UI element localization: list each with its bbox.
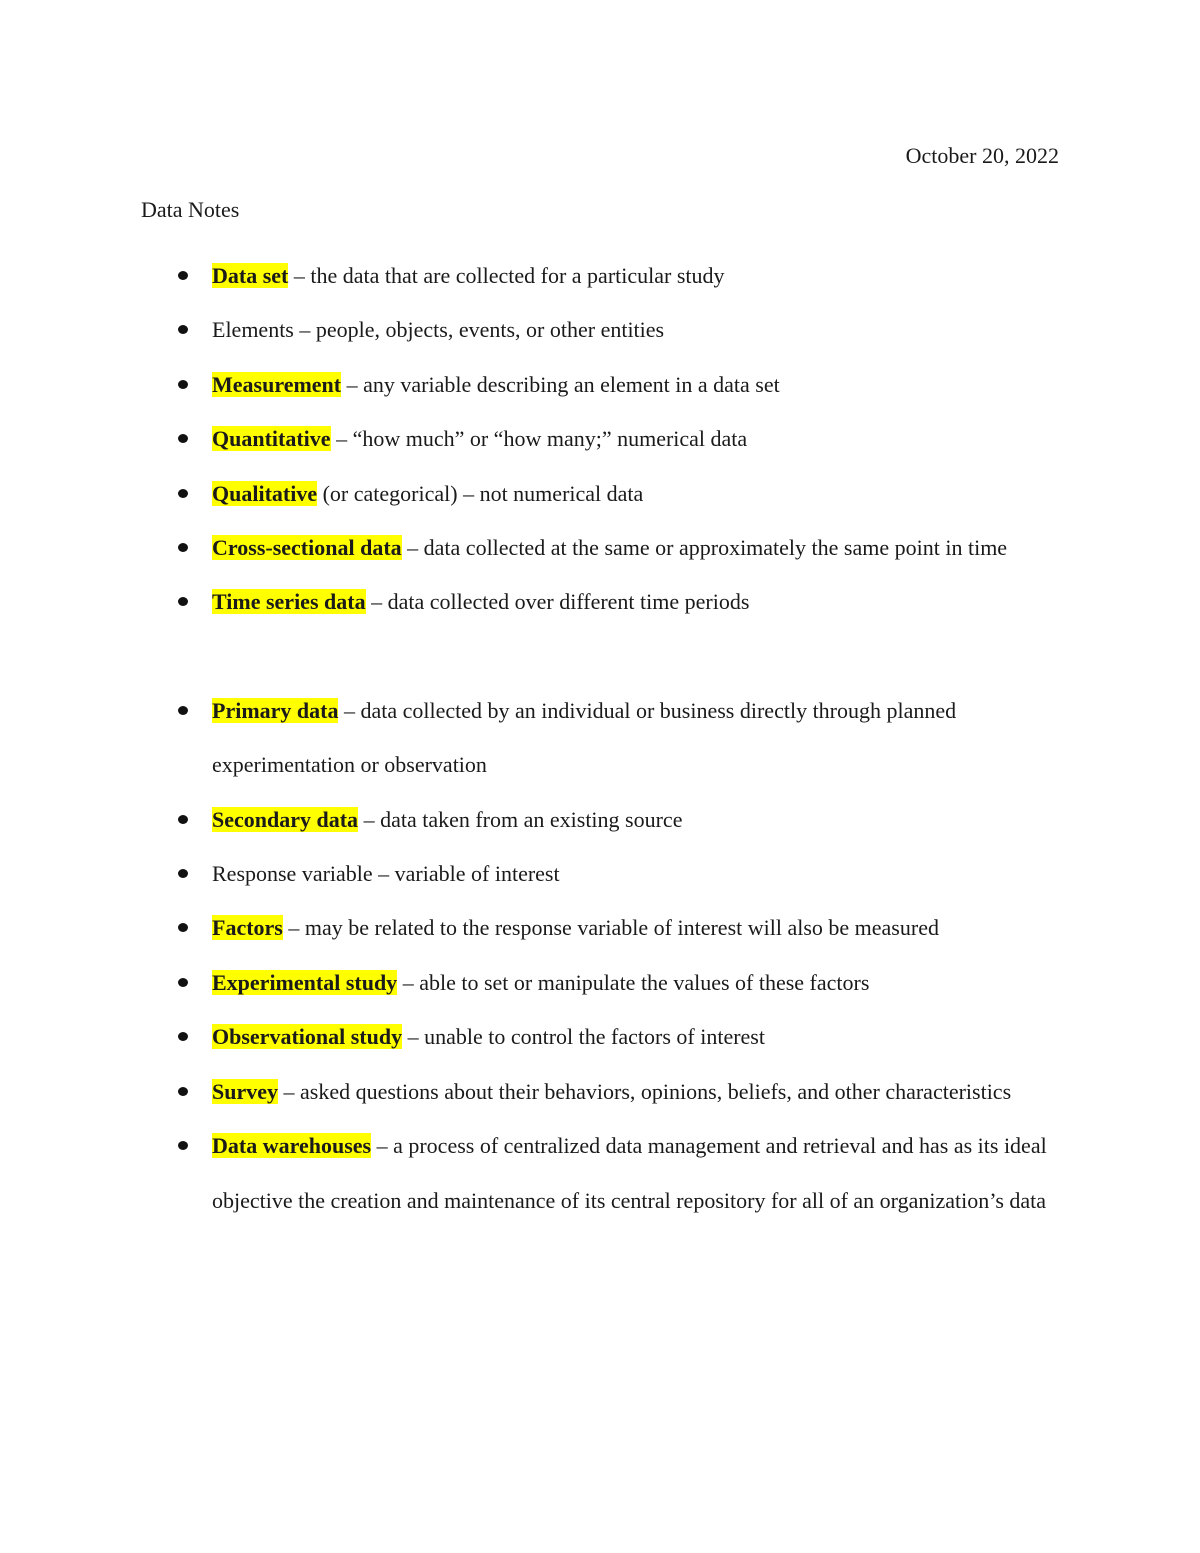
list-item bbox=[141, 956, 1066, 1010]
definition: – asked questions about their behaviors, opinions, beliefs, and other characteristics bbox=[278, 1078, 1012, 1104]
term-primary-data: Primary data bbox=[212, 697, 339, 723]
notes-list bbox=[141, 249, 1066, 1228]
definition: – data collected by an individual or business directly through planned experimentation or observation bbox=[212, 697, 957, 778]
bullet-icon bbox=[178, 815, 188, 824]
list-item bbox=[141, 1010, 1066, 1064]
term-data-warehouses: Data warehouses bbox=[212, 1133, 372, 1159]
list-item bbox=[141, 575, 1066, 629]
bullet-icon bbox=[178, 597, 188, 606]
list-item bbox=[141, 1119, 1066, 1228]
bullet-icon bbox=[178, 1087, 188, 1096]
bullet-icon bbox=[178, 706, 188, 715]
list-item bbox=[141, 303, 1066, 357]
bullet-icon bbox=[178, 1032, 188, 1041]
definition: – data collected over different time periods bbox=[365, 589, 750, 615]
bullet-icon bbox=[178, 923, 188, 932]
definition: – “how much” or “how many;” numerical data bbox=[330, 426, 748, 452]
bullet-icon bbox=[178, 489, 188, 498]
list-item bbox=[141, 1065, 1066, 1119]
definition: – able to set or manipulate the values of these factors bbox=[397, 969, 870, 995]
bullet-icon bbox=[178, 978, 188, 987]
definition: – may be related to the response variable of interest will also be measured bbox=[282, 915, 939, 941]
term-observational-study: Observational study bbox=[212, 1024, 403, 1050]
definition: – variable of interest bbox=[372, 861, 560, 887]
bullet-icon bbox=[178, 869, 188, 878]
bullet-icon bbox=[178, 434, 188, 443]
term-secondary-data: Secondary data bbox=[212, 806, 359, 832]
term-elements: Elements bbox=[212, 317, 294, 343]
term-data-set: Data set bbox=[212, 263, 289, 288]
list-item bbox=[141, 793, 1066, 847]
list-item bbox=[141, 847, 1066, 901]
term-factors: Factors bbox=[212, 915, 283, 941]
document-title: Data Notes bbox=[141, 197, 240, 222]
term-response-variable: Response variable bbox=[212, 861, 373, 887]
list-item bbox=[141, 521, 1066, 575]
term-qualitative: Qualitative bbox=[212, 480, 318, 506]
definition: – people, objects, events, or other entities bbox=[293, 317, 665, 343]
bullet-icon bbox=[178, 380, 188, 389]
list-item bbox=[141, 412, 1066, 466]
list-item bbox=[141, 901, 1066, 955]
term-measurement: Measurement bbox=[212, 371, 342, 397]
definition: – data collected at the same or approximately the same point in time bbox=[401, 535, 1008, 561]
term-cross-sectional-data: Cross-sectional data bbox=[212, 535, 402, 561]
bullet-icon bbox=[178, 271, 188, 280]
list-item bbox=[141, 467, 1066, 521]
definition: – any variable describing an element in a data set bbox=[341, 371, 780, 397]
list-item bbox=[141, 358, 1066, 412]
bullet-icon bbox=[178, 325, 188, 334]
list-item bbox=[141, 249, 1066, 303]
list-item bbox=[141, 684, 1066, 793]
bullet-icon bbox=[178, 543, 188, 552]
term-experimental-study: Experimental study bbox=[212, 969, 398, 995]
term-survey: Survey bbox=[212, 1078, 278, 1104]
definition: (or categorical) – not numerical data bbox=[317, 480, 644, 506]
definition: – a process of centralized data management and retrieval and has as its ideal objective the creation and maintenance of its central repository for all of an organization’s data bbox=[212, 1133, 1047, 1213]
definition: – the data that are collected for a particular study bbox=[288, 263, 725, 288]
term-quantitative: Quantitative bbox=[212, 426, 331, 452]
definition: – data taken from an existing source bbox=[358, 806, 683, 832]
document-date: October 20, 2022 bbox=[905, 143, 1059, 168]
term-time-series-data: Time series data bbox=[212, 589, 366, 615]
definition: – unable to control the factors of interest bbox=[402, 1024, 765, 1050]
bullet-icon bbox=[178, 1141, 188, 1150]
